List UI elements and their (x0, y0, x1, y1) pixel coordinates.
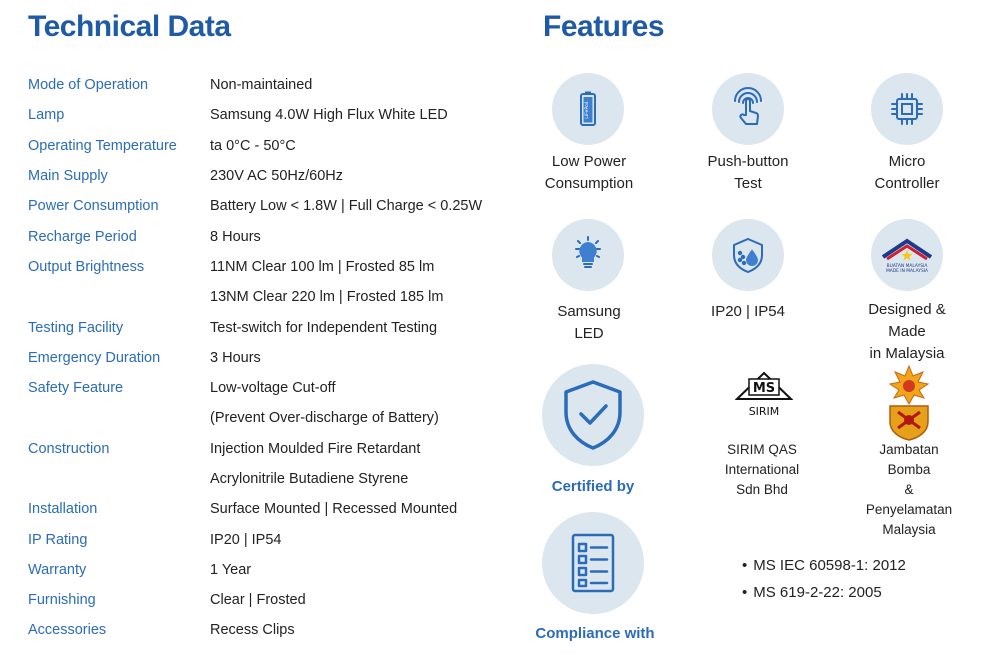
certified-by-label: Certified by (551, 478, 635, 495)
led-bulb-icon (552, 219, 624, 291)
spec-label: Operating Temperature (28, 137, 177, 154)
spec-row (28, 494, 528, 524)
spec-value: Acrylonitrile Butadiene Styrene (210, 471, 409, 487)
spec-row (28, 434, 528, 464)
spec-value: Low-voltage Cut-off (210, 380, 336, 397)
spec-row (28, 282, 528, 312)
microchip-icon (871, 73, 943, 145)
sirim-qas-label: SIRIM QAS International Sdn Bhd (724, 442, 800, 497)
spec-value: Clear | Frosted (210, 592, 306, 609)
spec-label: Output Brightness (28, 258, 145, 275)
compliance-with-label: Compliance with (535, 625, 655, 642)
spec-row (28, 161, 528, 191)
features-title: Features (543, 10, 665, 43)
spec-row (28, 191, 528, 221)
spec-row (28, 252, 528, 282)
spec-row (28, 403, 528, 433)
spec-value: (Prevent Over-discharge of Battery) (210, 410, 439, 427)
svg-text:SIRIM: SIRIM (748, 405, 780, 418)
bomba-crest-icon (880, 364, 938, 444)
checklist-icon (542, 512, 644, 614)
spec-value: Test-switch for Independent Testing (210, 319, 438, 336)
spec-value: 3 Hours (210, 349, 261, 366)
spec-label: Construction (28, 440, 110, 457)
spec-row (28, 131, 528, 161)
spec-label: Lamp (28, 107, 65, 124)
technical-data-title: Technical Data (28, 10, 231, 43)
spec-row (28, 464, 528, 494)
feature-samsung-led-label: Samsung LED (557, 303, 621, 342)
spec-row (28, 524, 528, 554)
spec-value: ta 0°C - 50°C (210, 137, 296, 154)
spec-row (28, 343, 528, 373)
spec-row (28, 585, 528, 615)
spec-value: IP20 | IP54 (210, 531, 282, 548)
spec-value: Samsung 4.0W High Flux White LED (210, 107, 448, 124)
shield-check-icon (542, 364, 644, 466)
spec-label: Warranty (28, 561, 87, 578)
spec-value: 11NM Clear 100 lm | Frosted 85 lm (210, 258, 435, 275)
spec-value: 8 Hours (210, 228, 261, 245)
feature-micro-controller-label: Micro Controller (874, 153, 940, 192)
spec-label: Safety Feature (28, 380, 124, 397)
list-item: • MS IEC 60598-1: 2012 (742, 552, 906, 579)
spec-row (28, 615, 528, 645)
spec-value: Recess Clips (210, 622, 295, 639)
spec-row (28, 70, 528, 100)
svg-text:BUATAN MALAYSIA: BUATAN MALAYSIA (886, 264, 928, 269)
spec-table (28, 70, 528, 646)
battery-icon (552, 73, 624, 145)
spec-value: Injection Moulded Fire Retardant (210, 440, 421, 457)
push-button-icon (712, 73, 784, 145)
spec-value: Battery Low < 1.8W | Full Charge < 0.25W (210, 198, 483, 215)
spec-row (28, 373, 528, 403)
spec-label: Furnishing (28, 592, 96, 609)
standards-list (742, 552, 906, 606)
spec-value: 230V AC 50Hz/60Hz (210, 168, 343, 185)
water-drop-icon (712, 219, 784, 291)
spec-label: Emergency Duration (28, 349, 161, 366)
feature-push-button-label: Push-button Test (707, 153, 789, 192)
bomba-label: Jambatan Bomba & Penyelamatan Malaysia (865, 442, 953, 537)
spec-value: Surface Mounted | Recessed Mounted (210, 501, 458, 518)
spec-value: Non-maintained (210, 77, 313, 94)
malaysia-made-icon (871, 219, 943, 291)
spec-label: Main Supply (28, 168, 108, 185)
spec-row (28, 555, 528, 585)
feature-made-in-malaysia-label: Designed & Made in Malaysia (868, 301, 946, 362)
feature-low-power-label: Low Power Consumption (544, 153, 634, 192)
spec-value: 13NM Clear 220 lm | Frosted 185 lm (210, 289, 444, 306)
feature-ip-rating-label: IP20 | IP54 (711, 303, 785, 320)
ms-sirim-logo (735, 371, 793, 419)
spec-value: 1 Year (210, 561, 252, 578)
spec-label: Testing Facility (28, 319, 124, 336)
spec-label: Accessories (28, 622, 107, 639)
svg-text:MS: MS (752, 381, 776, 396)
spec-label: IP Rating (28, 531, 88, 548)
spec-row (28, 312, 528, 342)
spec-label: Installation (28, 501, 98, 518)
list-item: • MS 619-2-22: 2005 (742, 579, 906, 606)
svg-text:LiFePo4: LiFePo4 (585, 101, 590, 119)
spec-label: Mode of Operation (28, 77, 149, 94)
svg-text:MADE IN MALAYSIA: MADE IN MALAYSIA (885, 269, 929, 274)
spec-row (28, 221, 528, 251)
spec-label: Recharge Period (28, 228, 137, 245)
spec-row (28, 100, 528, 130)
spec-label: Power Consumption (28, 198, 159, 215)
